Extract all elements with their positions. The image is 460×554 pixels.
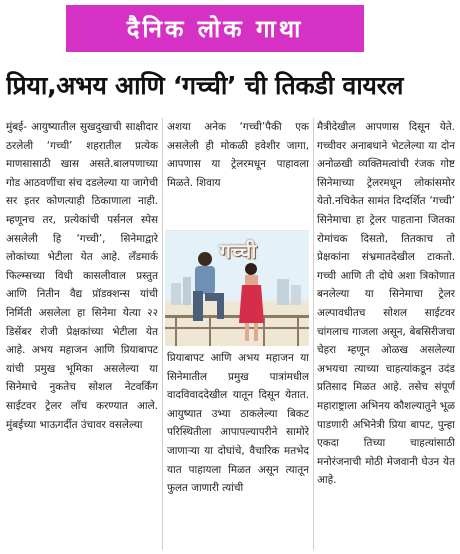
masthead-banner [66, 5, 364, 52]
article-headline: प्रिया,अभय आणि ‘गच्ची’ ची तिकडी वायरल [6, 71, 404, 100]
movie-poster-image [165, 230, 309, 346]
masthead-title: दैनिक लोक गाथा [126, 15, 304, 43]
poster-title: गच्ची [219, 239, 257, 263]
column-divider [313, 118, 314, 550]
column-divider [162, 118, 163, 550]
article-column-3: मैत्रीदेखील आपणास दिसून येते. गच्चीवर अनाबधाने भेटलेल्या या दोन अनोळखी व्यक्तिमत्वांची रंजक गोष्ट सिनेमाच्या ट्रेलरमधून लोकांसमोर येतो.नचिकेत सामंत दिग्दर्शित ‘गच्ची’ सिनेमाचा हा ट्रेलर पाहताना जितका रोमांचक दिसतो, तितकाच तो प्रेक्षकांना संभ्रमातदेखील टाकतो. गच्ची आणि ती दोघे अशा त्रिकोणात बनलेल्या या सिनेमाचा ट्रेलर अल्पावधीतच सोशल साईटवर चांगलाच गाजला असून, बेबसिरीजचा चेहरा म्हणून ओळख असलेल्या अभयचा त्याच्या चाहत्यांकडून उदंड प्रतिसाद मिळत आहे. तसेच संपूर्ण महाराष्ट्राला अभिनय कौशल्यातुने भूळ पाडणारी अभिनेत्री प्रिया बापट, पुन्हा एकदा तिच्या चाहत्यांसाठी मनोरंजनाची मोठी मेजवानी घेउन येत आहे. [317, 121, 455, 487]
article-column-2-bottom: प्रियाबापट आणि अभय महाजन या सिनेमातील प्रमुख पात्रांमधील वादविवाददेखील यातून दिसून येतात. आयुष्यात उभ्या ठाकलेल्या बिकट परिस्थितीला आपापल्यापरीने सामोरे जाणाऱ्या या दोघांचे, वैचारिक मतभेद यात पाहायला मिळत असून त्यातून फुलत जाणारी त्यांची [167, 352, 309, 495]
article-column-1: मुंबई- आयुष्यातील सुखदुखाची साक्षीदार ठरलेली ‘गच्ची’ शहरातील प्रत्येक माणसासाठी खास असते.बालपणाच्या गोड आठवणींचा संच दडलेल्या या जागेची सर इतर कोणत्याही ठिकाणाला नाही. म्हणूनच तर, प्रत्येकांची पर्सनल स्पेस असलेली हि ‘गच्ची’, सिनेमाद्वारे लोकांच्या भेटीला येत आहे. लँडमार्क फिल्म्सच्या विधी कासलीवाल प्रस्तुत आणि नितीन वैद्य प्रॉडक्शन्स यांची निर्मिती असलेला हा सिनेमा येत्या २२ डिसेंबर रोजी प्रेक्षकांच्या भेटीला येत आहे. अभय महाजन आणि प्रियाबापट यांची प्रमुख भूमिका असलेल्या या सिनेमाचे नुकतेच सोशल नेटवर्किंग साईटवर ट्रेलर लॉंच करण्यात आले. मुंबईच्या भाऊगर्दीत उंचावर वसलेल्या [6, 121, 158, 431]
article-column-2-top: अशया अनेक ‘गच्ची’पैकी एक असलेली ही मोकळी हवेशीर जागा, आपणास या ट्रेलरमधून पाहावला मिळते. शिवाय [167, 121, 309, 189]
